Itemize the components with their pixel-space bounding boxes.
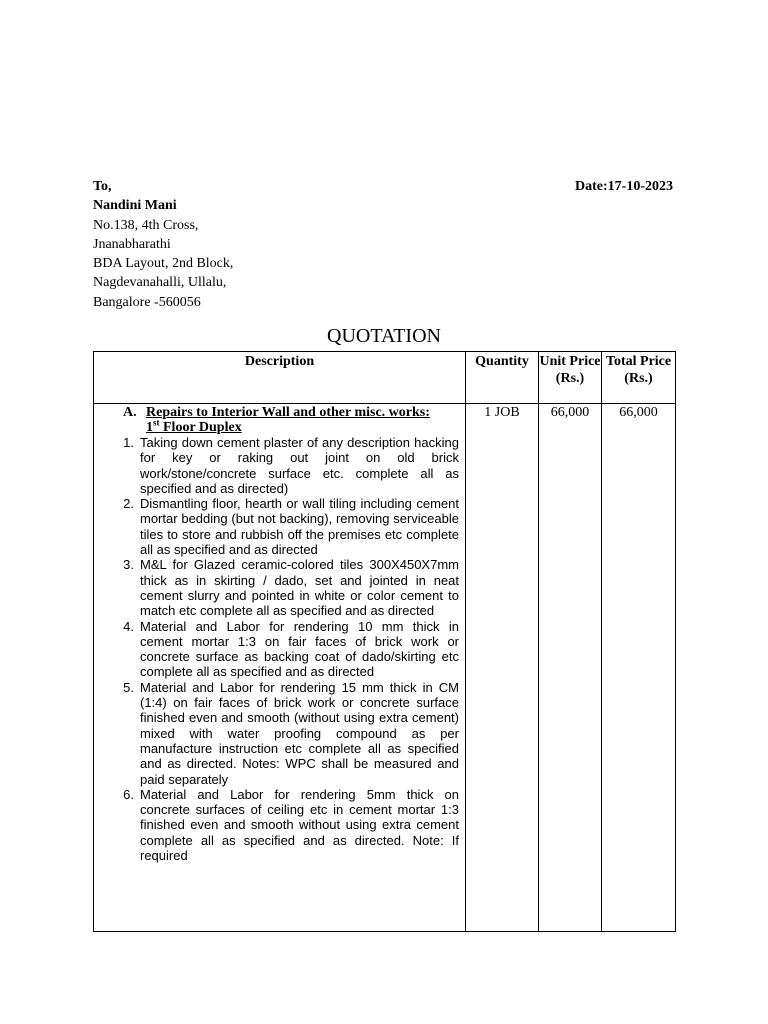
description-cell: [94, 404, 466, 932]
quotation-date: Date:17-10-2023: [575, 179, 673, 194]
list-item: 3. M&L for Glazed ceramic-colored tiles 300X450X7mm thick as in skirting / dado, set and jointed in neat cement slurry and pointed in white or color cement to match etc complete all as specified and as directed: [123, 557, 459, 619]
list-item: 2. Dismantling floor, hearth or wall tiling including cement mortar bedding (but not backing), removing serviceable tiles to store and rubbish off the premises etc complete all as specified and as directed: [123, 496, 459, 558]
work-items-list: [100, 435, 459, 863]
page-title: QUOTATION: [327, 325, 441, 347]
table-header-row: [94, 352, 676, 404]
unit-price-cell: 66,000: [539, 404, 602, 932]
list-item: 4. Material and Labor for rendering 10 mm thick in cement mortar 1:3 on fair faces of brick work or concrete surface as backing coat of dado/skirting etc complete all as specified and as directed: [123, 618, 459, 680]
address-line: Bangalore -560056: [93, 294, 201, 310]
header-description: Description: [94, 352, 466, 404]
list-item: 6. Material and Labor for rendering 5mm thick on concrete surfaces of ceiling etc in cement mortar 1:3 finished even and smooth without using extra cement complete all as specified and as directed. Note: If required: [123, 786, 459, 864]
table-row: [94, 404, 676, 932]
recipient-name: Nandini Mani: [93, 198, 177, 214]
address-line: Jnanabharathi: [93, 236, 171, 252]
header-total-price: Total Price (Rs.): [602, 352, 676, 404]
salutation: To,: [93, 179, 112, 194]
address-line: Nagdevanahalli, Ullalu,: [93, 275, 227, 291]
list-item: 5. Material and Labor for rendering 15 mm thick in CM (1:4) on fair faces of brick work or concrete surface finished even and smooth (without using extra cement) mixed with water proofing compound as per manufacture instruction etc complete all as specified and as directed. Notes: WPC shall be measured and paid separately: [123, 679, 459, 787]
section-title: Repairs to Interior Wall and other misc. works:: [146, 405, 430, 420]
section-letter: A.: [123, 405, 137, 420]
header-quantity: Quantity: [466, 352, 539, 404]
floor-label: 1st Floor Duplex: [146, 417, 242, 435]
header-unit-price: Unit Price (Rs.): [539, 352, 602, 404]
address-line: No.138, 4th Cross,: [93, 217, 199, 233]
address-line: BDA Layout, 2nd Block,: [93, 256, 234, 272]
quantity-cell: 1 JOB: [466, 404, 539, 932]
total-price-cell: 66,000: [602, 404, 676, 932]
quotation-table: [93, 351, 676, 932]
recipient-block: [93, 177, 233, 312]
list-item: 1. Taking down cement plaster of any description hacking for key or raking out joint on old brick work/stone/concrete surface etc. complete all as specified and as directed): [123, 435, 459, 496]
